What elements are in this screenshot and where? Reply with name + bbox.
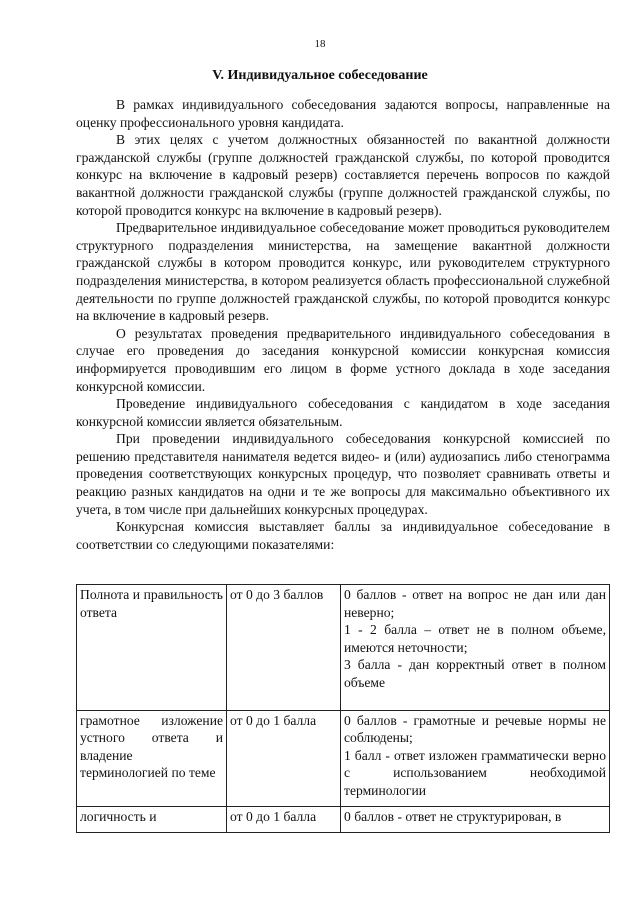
range-cell: от 0 до 1 балла <box>227 806 341 832</box>
page-number: 18 <box>314 38 326 50</box>
score-line: 0 баллов - грамотные и речевые нормы не соблюдены; <box>344 712 606 746</box>
indicator-cell: грамотное изложение устного ответа и владение терминологией по теме <box>77 710 227 806</box>
score-line: 1 - 2 балла – ответ не в полном объеме, имеются неточности; <box>344 622 606 655</box>
paragraph: Проведение индивидуального собеседования с кандидатом в ходе заседания конкурсной комиссии является обязательным. <box>76 396 610 429</box>
paragraph: О результатах проведения предварительного индивидуального собеседования в случае его проведения до заседания конкурсной комиссии конкурсная комиссия информируется проводившим его лицом в форме устного доклада в ходе заседания конкурсной комиссии. <box>76 325 610 394</box>
paragraph: При проведении индивидуального собеседования конкурсной комиссией по решению представителя нанимателя ведется видео- и (или) аудиозапись либо стенограмма проведения соответствующих конкурсных процедур, что позволяет сравнивать ответы и реакцию разных кандидатов на одни и те же вопросы для максимально объективного их учета, в том числе при дальнейших конкурсных процедурах. <box>76 431 610 517</box>
body-text <box>76 96 610 553</box>
paragraph: В рамках индивидуального собеседования задаются вопросы, направленные на оценку профессионального уровня кандидата. <box>76 97 610 130</box>
paragraph: Конкурсная комиссия выставляет баллы за индивидуальное собеседование в соответствии со следующими показателями: <box>76 519 610 552</box>
paragraph: В этих целях с учетом должностных обязанностей по вакантной должности гражданской службы (группе должностей гражданской службы, по которой проводится конкурс на включение в кадровый резерв) составляется перечень вопросов по каждой вакантной должности гражданской службы (группе должностей гражданской службы, по которой проводится конкурс на включение в кадровый резерв). <box>76 132 610 218</box>
score-line: 0 баллов - ответ не структурирован, в <box>344 808 562 824</box>
section-title: V. Индивидуальное собеседование <box>212 68 428 83</box>
table-row <box>77 710 610 806</box>
indicator-cell: Полнота и правильность ответа <box>77 585 227 711</box>
score-line: 0 баллов - ответ на вопрос не дан или дан неверно; <box>344 587 606 620</box>
table-row <box>77 585 610 711</box>
scores-cell <box>341 710 610 806</box>
table-row <box>77 806 610 832</box>
paragraph: Предварительное индивидуальное собеседование может проводиться руководителем структурного подразделения министерства, на замещение вакантной должности гражданской службы в котором проводится конкурс, или руководителем структурного подразделения министерства, в котором реализуется область профессиональной служебной деятельности по группе должностей гражданской службы, по которой проводится конкурс на включение в кадровый резерв. <box>76 220 610 324</box>
range-cell: от 0 до 1 балла <box>227 710 341 806</box>
scores-cell <box>341 585 610 711</box>
scores-cell <box>341 806 610 832</box>
score-line: 3 балла - дан корректный ответ в полном объеме <box>344 657 606 690</box>
criteria-table <box>76 584 610 833</box>
range-cell: от 0 до 3 баллов <box>227 585 341 711</box>
indicator-cell: логичность и <box>77 806 227 832</box>
score-line: 1 балл - ответ изложен грамматически верно с использованием необходимой терминологии <box>344 747 606 798</box>
